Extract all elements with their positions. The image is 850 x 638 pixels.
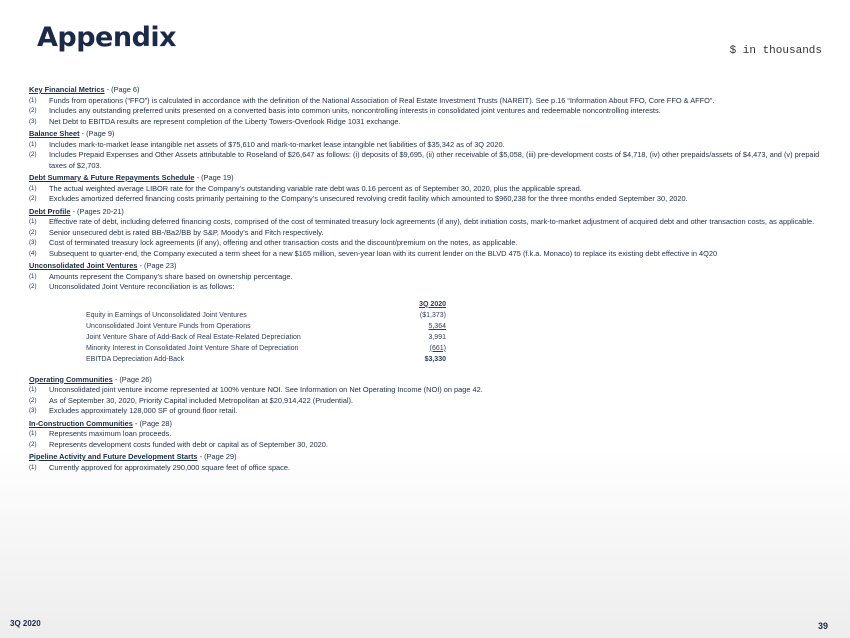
section-title: Key Financial Metrics — [29, 85, 105, 94]
section — [29, 207, 824, 260]
footnote — [29, 228, 824, 239]
recon-value: (661) — [429, 344, 446, 352]
section — [29, 419, 824, 451]
footnote — [29, 184, 824, 195]
recon-label: Joint Venture Share of Add-Back of Real Estate-Related Depreciation — [86, 333, 301, 341]
footnote-text: Represents development costs funded with debt or capital as of September 30, 2020. — [49, 439, 328, 449]
section-heading — [29, 452, 824, 463]
footnote — [29, 96, 824, 107]
footnote-number: (2) — [29, 107, 37, 114]
footnote-number: (1) — [29, 140, 37, 148]
footnote — [29, 406, 824, 417]
recon-row — [86, 332, 446, 343]
section-heading — [29, 207, 824, 218]
recon-row — [86, 310, 446, 321]
section-page-ref: - (Page 23) — [137, 261, 177, 270]
section — [29, 85, 824, 127]
section-heading — [29, 375, 824, 386]
section-heading — [29, 85, 824, 96]
section — [29, 375, 824, 417]
section — [29, 129, 824, 171]
footnote — [29, 429, 824, 440]
footnote-text: Senior unsecured debt is rated BB-/Ba2/BB by S&P, Moody’s and Fitch respectively. — [49, 227, 324, 237]
footnote — [29, 238, 824, 249]
footnote-text: Cost of terminated treasury lock agreements (if any), offering and other transaction costs and the discount/premium on the notes, as applicable. — [49, 238, 518, 247]
section-heading — [29, 173, 824, 184]
section-page-ref: - (Page 28) — [132, 418, 172, 428]
footnote-text: Excludes approximately 128,000 SF of ground floor retail. — [49, 406, 238, 415]
footnote-text: Excludes amortized deferred financing costs primarily pertaining to the Company’s unsecured revolving credit facility which amounted to $960,238 for the three months ended September 30, 2020. — [49, 194, 688, 203]
footnote-text: Effective rate of debt, including deferred financing costs, comprised of the cost of terminated treasury lock agreements (if any), debt initiation costs, mark-to-market adjustment of acquired debt and other transaction costs, as applicable. — [49, 217, 815, 226]
footnote — [29, 249, 824, 260]
footnote-text: As of September 30, 2020, Priority Capital included Metropolitan at $20,914,422 (Prudential). — [49, 395, 354, 405]
footnote-text: Currently approved for approximately 290,000 square feet of office space. — [49, 462, 291, 472]
footer-period: 3Q 2020 — [10, 619, 41, 628]
recon-value: 3,991 — [428, 333, 446, 341]
recon-rows — [86, 310, 446, 365]
footnote-number: (2) — [29, 151, 37, 158]
section-title: In-Construction Communities — [29, 418, 133, 428]
footnote-number: (1) — [29, 184, 37, 192]
footnote — [29, 385, 824, 396]
recon-label: EBITDA Depreciation Add-Back — [86, 355, 185, 363]
footnote-text: Net Debt to EBITDA results are represent completion of the Liberty Towers-Overlook Ridge 1031 exchange. — [49, 116, 401, 126]
section-title: Pipeline Activity and Future Development Starts — [29, 452, 198, 461]
section-page-ref: - (Pages 20-21) — [70, 206, 124, 216]
footnote-text: Funds from operations (“FFO”) is calculated in accordance with the definition of the National Association of Real Estate Investment Trusts (NAREIT). See p.16 “Information About FFO, Core FFO & AFFO”. — [49, 95, 715, 105]
footnote — [29, 140, 824, 151]
footnote — [29, 396, 824, 407]
footnote-number: (2) — [29, 440, 37, 448]
footnote-number: (3) — [29, 407, 37, 414]
footnote-number: (2) — [29, 283, 37, 290]
recon-label: Minority Interest in Consolidated Joint Venture Share of Depreciation — [86, 344, 299, 352]
section-heading — [29, 419, 824, 430]
footnote-text: Unconsolidated joint venture income represented at 100% venture NOI. See Information on Net Operating Income (NOI) on page 42. — [49, 385, 483, 394]
footnote — [29, 106, 824, 117]
footnote — [29, 440, 824, 451]
footnote — [29, 194, 824, 205]
page-title: Appendix — [37, 22, 177, 53]
recon-label: Equity in Earnings of Unconsolidated Joint Ventures — [86, 311, 247, 319]
footnote-number: (4) — [29, 249, 37, 257]
recon-value: ($1,373) — [419, 311, 446, 319]
section-heading — [29, 129, 824, 140]
footnote-text: Unconsolidated Joint Venture reconciliation is as follows: — [49, 282, 235, 291]
section — [29, 452, 824, 473]
section-page-ref: - (Page 19) — [194, 173, 234, 182]
footnote — [29, 272, 824, 283]
footnote-number: (1) — [29, 218, 37, 225]
appendix-content — [29, 83, 824, 473]
units-note: $ in thousands — [729, 45, 822, 57]
jv-reconciliation-table — [86, 299, 446, 365]
section-page-ref: - (Page 9) — [79, 129, 115, 138]
footnote-number: (1) — [29, 272, 37, 280]
recon-value: 5,364 — [428, 322, 446, 330]
footnote-number: (1) — [29, 430, 37, 437]
footnote-number: (2) — [29, 195, 37, 202]
section-title: Debt Profile — [29, 206, 71, 216]
footnote-text: Includes any outstanding preferred units presented on a converted basis into common units, noncontrolling interests in consolidated joint ventures and redeemable noncontrolling interests. — [49, 106, 661, 115]
recon-label: Unconsolidated Joint Venture Funds from Operations — [86, 322, 251, 330]
top-sections — [29, 85, 824, 293]
footnote-number: (3) — [29, 117, 37, 125]
footnote-number: (2) — [29, 228, 37, 236]
footnote-number: (2) — [29, 396, 37, 404]
footnote-text: Represents maximum loan proceeds. — [49, 429, 172, 438]
footnote-number: (1) — [29, 463, 37, 471]
footnote-text: Amounts represent the Company’s share based on ownership percentage. — [49, 271, 293, 281]
footnote — [29, 463, 824, 474]
section-heading — [29, 261, 824, 272]
footnote-text: Includes Prepaid Expenses and Other Assets attributable to Roseland of $26,647 as follows: (i) deposits of $9,695, (ii) other receivable of $5,058, (iii) pre-development costs of $4,718, (iv) other prepaids/assets of $4,473, and (v) prepaid taxes of $2,703. — [49, 150, 820, 170]
footnote — [29, 282, 824, 293]
section-title: Balance Sheet — [29, 129, 80, 138]
footnote-number: (3) — [29, 239, 37, 246]
recon-value: $3,330 — [424, 355, 446, 363]
footnote-number: (1) — [29, 96, 37, 104]
footnote-text: Includes mark-to-market lease intangible net assets of $75,610 and mark-to-market lease intangible net liabilities of $35,342 as of 3Q 2020. — [49, 139, 505, 149]
section — [29, 173, 824, 205]
section-page-ref: - (Page 29) — [197, 452, 237, 461]
bottom-sections — [29, 375, 824, 474]
section-page-ref: - (Page 6) — [104, 85, 140, 94]
section-title: Operating Communities — [29, 374, 113, 384]
section — [29, 261, 824, 293]
recon-row — [86, 321, 446, 332]
section-title: Debt Summary & Future Repayments Schedule — [29, 173, 195, 182]
recon-header: 3Q 2020 — [419, 300, 446, 308]
page-number: 39 — [817, 621, 828, 631]
section-title: Unconsolidated Joint Ventures — [29, 261, 138, 270]
footnote-text: The actual weighted average LIBOR rate for the Company’s outstanding variable rate debt was 0.16 percent as of September 30, 2020, plus the applicable spread. — [49, 183, 582, 193]
recon-row — [86, 343, 446, 354]
recon-row — [86, 354, 446, 365]
footnote — [29, 217, 824, 228]
footnote-number: (1) — [29, 386, 37, 393]
section-page-ref: - (Page 26) — [112, 374, 152, 384]
footnote — [29, 150, 824, 171]
footnote-text: Subsequent to quarter-end, the Company executed a term sheet for a new $165 million, seven-year loan with its current lender on the BLVD 475 (f.k.a. Monaco) to replace its existing debt effective in 4Q20 — [49, 248, 718, 258]
footnote — [29, 117, 824, 128]
recon-header-row — [86, 299, 446, 310]
